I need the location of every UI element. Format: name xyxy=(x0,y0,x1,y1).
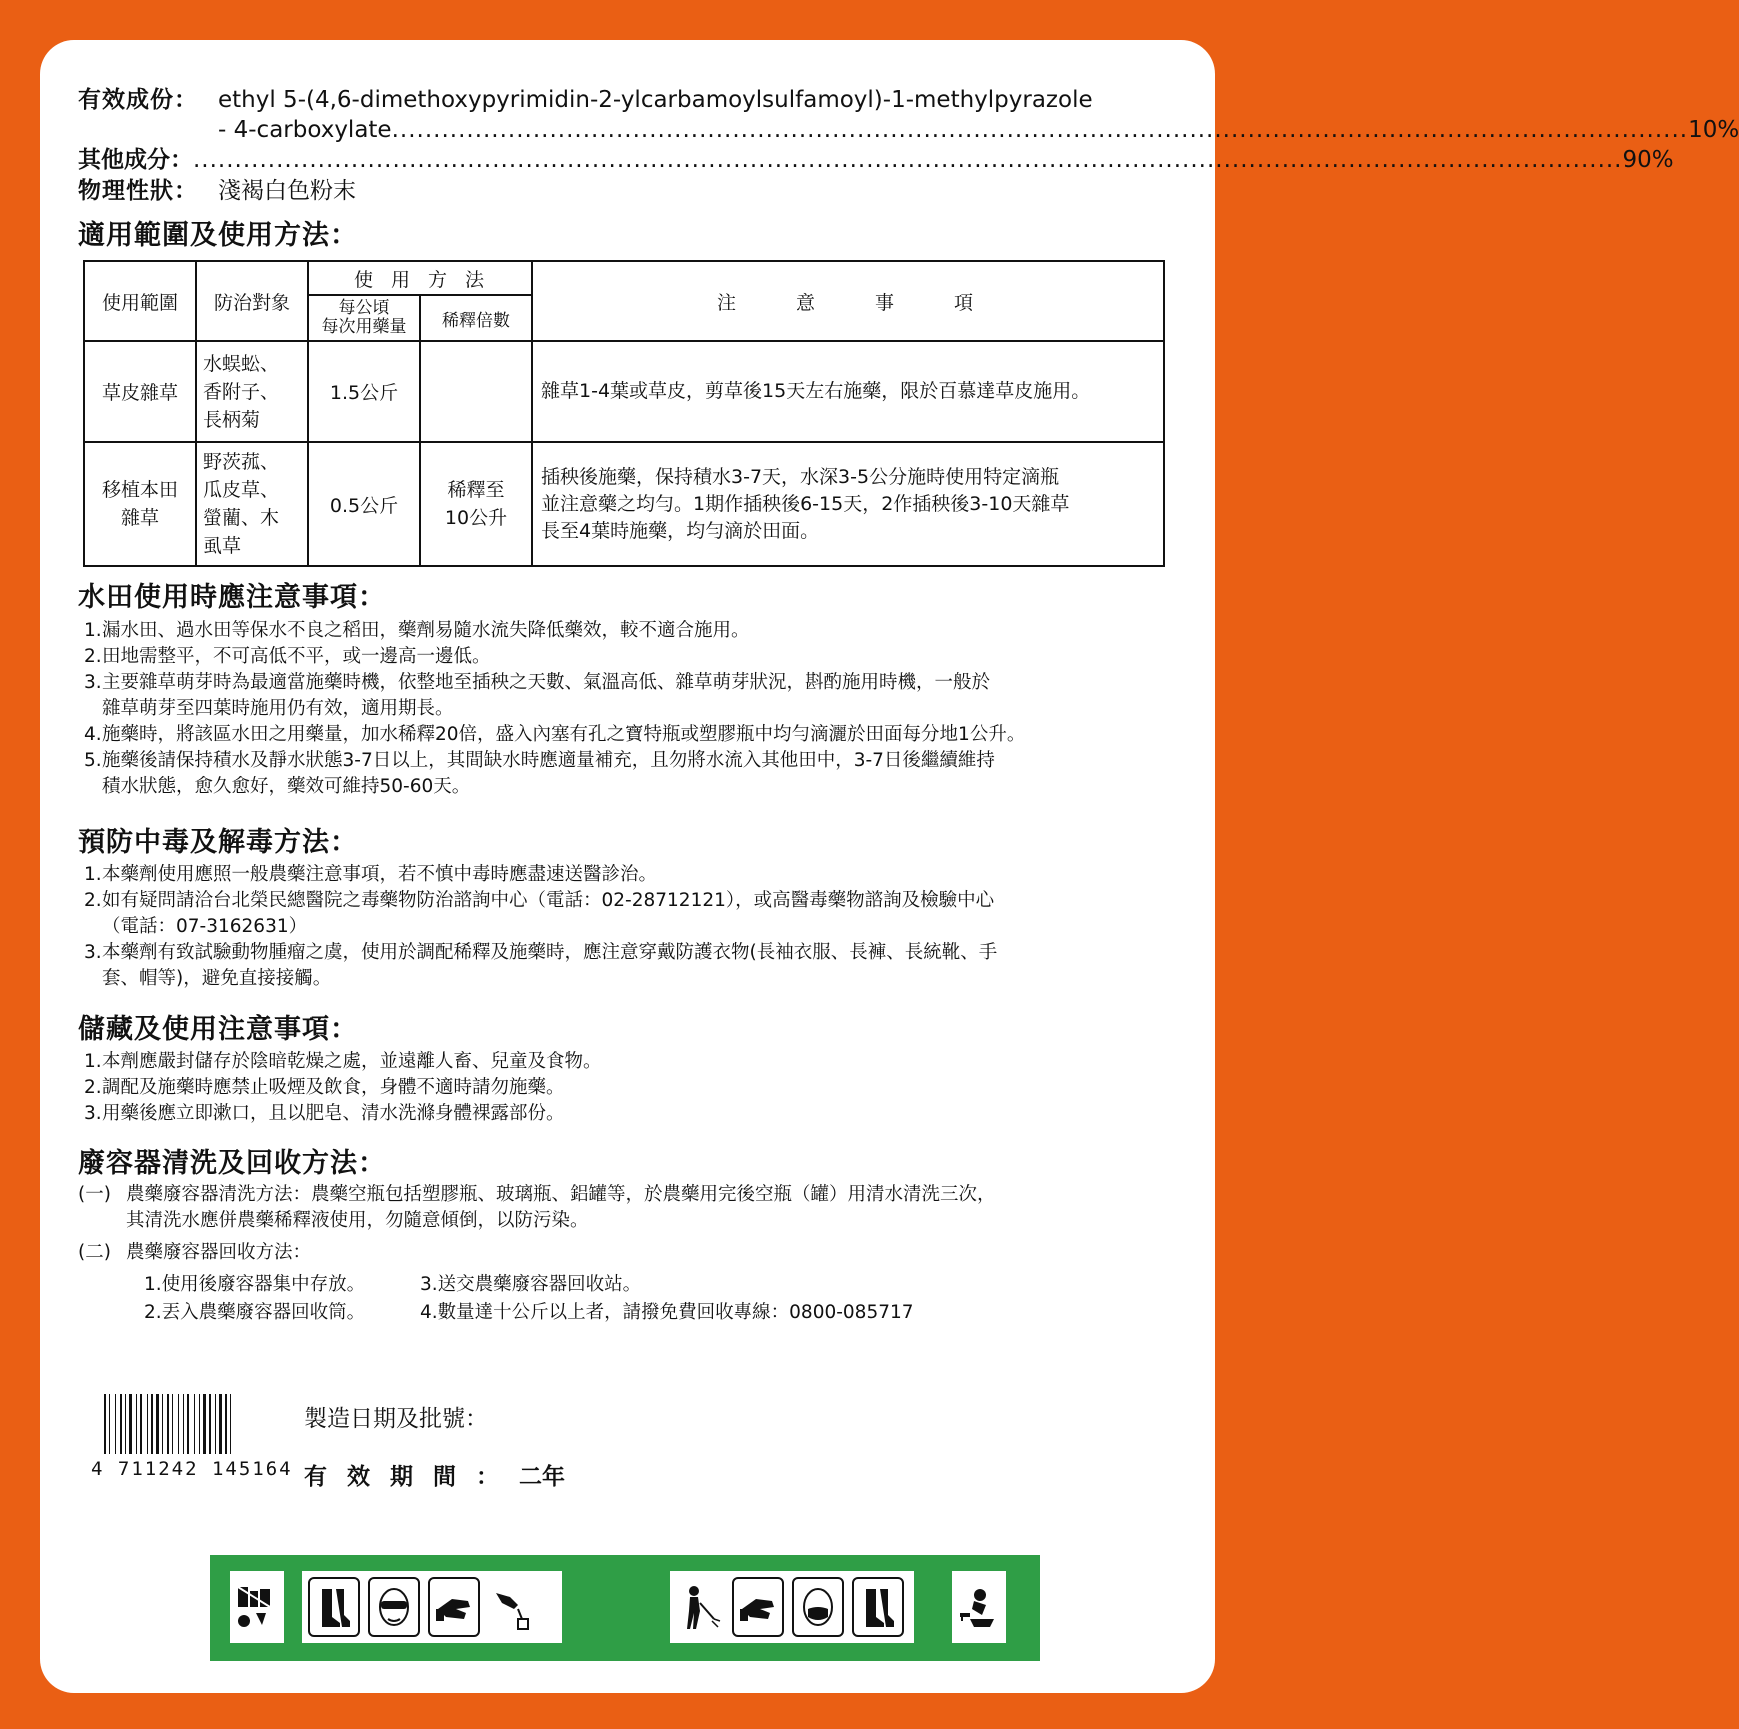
storage-heading: 儲藏及使用注意事項： xyxy=(78,1014,358,1045)
barcode-bar xyxy=(232,1394,234,1454)
barcode-bar xyxy=(194,1394,195,1454)
validity-label: 有效期間： xyxy=(304,1464,519,1490)
mask-icon xyxy=(792,1577,844,1637)
disposal-list xyxy=(78,1182,1178,1326)
barcode-bar xyxy=(138,1394,139,1454)
barcode-bar xyxy=(187,1394,189,1454)
row1-target: 水蜈蚣、 香附子、 長柄菊 xyxy=(196,341,308,442)
other-pct: 90% xyxy=(1622,147,1674,173)
list-item: 1. 本藥劑使用應照一般農藥注意事項，若不慎中毒時應盡速送醫診治。 xyxy=(84,864,658,885)
barcode-bar xyxy=(154,1394,155,1454)
sprayer-icon xyxy=(676,1579,724,1635)
barcode-bar xyxy=(225,1394,227,1454)
barcode-bar xyxy=(228,1394,229,1454)
pictogram-wash xyxy=(952,1571,1006,1643)
paddy-list xyxy=(84,618,1184,800)
validity-value: 二年 xyxy=(519,1464,565,1490)
row2-dilution: 稀釋至 10公升 xyxy=(420,442,532,566)
barcode-bar xyxy=(219,1394,222,1454)
barcode-bar xyxy=(162,1394,163,1454)
list-item: 1. 本劑應嚴封儲存於陰暗乾燥之處，並遠離人畜、兒童及食物。 xyxy=(84,1051,602,1072)
pictogram-group-right xyxy=(670,1571,914,1643)
barcode-bar xyxy=(190,1394,193,1454)
wash-icon xyxy=(952,1579,1000,1635)
usage-table xyxy=(83,260,1165,567)
barcode-bar xyxy=(125,1394,126,1454)
storage-list xyxy=(84,1049,1184,1127)
row2-notes: 插秧後施藥，保持積水3-7天，水深3-5公分施時使用特定滴瓶 並注意藥之均勻。1期作插秧後6-15天，2作插秧後3-10天雜草 長至4葉時施藥，均勻滴於田面。 xyxy=(532,442,1164,566)
barcode-bar xyxy=(140,1394,142,1454)
barcode-bar xyxy=(215,1394,216,1454)
table-row xyxy=(84,442,1164,566)
list-item: 1. 漏水田、過水田等保水不良之稻田，藥劑易隨水流失降低藥效，較不適合施用。 xyxy=(84,620,750,641)
barcode-bar xyxy=(123,1394,124,1454)
barcode-bar xyxy=(115,1394,116,1454)
header-notes: 注意事項 xyxy=(532,261,1164,341)
barcode-bar xyxy=(129,1394,132,1454)
list-item: 2. 田地需整平，不可高低不平，或一邊高一邊低。 xyxy=(84,646,491,667)
barcode-bar xyxy=(170,1394,171,1454)
poison-list xyxy=(84,862,1184,992)
barcode-bar xyxy=(199,1394,200,1454)
barcode-bar xyxy=(201,1394,202,1454)
list-item: 4. 施藥時，將該區水田之用藥量，加水稀釋20倍，盛入內塞有孔之寶特瓶或塑膠瓶中均勻滴灑於田面每分地1公升。 xyxy=(84,724,1026,745)
physical-label: 物理性狀： xyxy=(78,178,198,204)
list-item: 3. 用藥後應立即漱口，且以肥皂、清水洗滌身體裸露部份。 xyxy=(84,1103,565,1124)
barcode-bar xyxy=(117,1394,119,1454)
barcode-bar xyxy=(149,1394,150,1454)
row1-notes: 雜草1-4葉或草皮，剪草後15天左右施藥，限於百慕達草皮施用。 xyxy=(532,341,1164,442)
paddy-heading: 水田使用時應注意事項： xyxy=(78,582,386,613)
barcode-bar xyxy=(120,1394,122,1454)
list-item: (一) 農藥廢容器清洗方法：農藥空瓶包括塑膠瓶、玻璃瓶、鋁罐等，於農藥用完後空瓶（罐）用清水清洗三次， 其清洗水應併農藥稀釋液使用，勿隨意傾倒，以防污染。 xyxy=(78,1184,996,1231)
barcode-bar xyxy=(180,1394,182,1454)
row2-scope: 移植本田 雜草 xyxy=(84,442,196,566)
barcode-bar xyxy=(167,1394,169,1454)
pictogram-bar xyxy=(210,1555,1040,1661)
disposal-heading: 廢容器清洗及回收方法： xyxy=(78,1148,386,1179)
physical-row xyxy=(78,177,356,206)
active-pct: 10% xyxy=(1688,117,1739,143)
barcode-bar xyxy=(178,1394,179,1454)
header-scope: 使用範圍 xyxy=(84,261,196,341)
other-ingredient-row: 其他成分： ............................................................................................................................................................................ 90% xyxy=(78,147,1674,173)
validity-row xyxy=(304,1458,565,1491)
active-label: 有效成份： xyxy=(78,87,198,113)
barcode-bar xyxy=(127,1394,128,1454)
barcode-bar xyxy=(217,1394,218,1454)
storage-icon xyxy=(230,1579,278,1635)
barcode-bar xyxy=(172,1394,173,1454)
barcode-bar xyxy=(212,1394,214,1454)
row1-dose: 1.5公斤 xyxy=(308,341,420,442)
usage-heading: 適用範圍及使用方法： xyxy=(78,220,358,251)
pictogram-storage xyxy=(230,1571,284,1643)
barcode-number: 4 711242 145164 xyxy=(91,1458,293,1480)
list-item: 3. 本藥劑有致試驗動物腫瘤之虞，使用於調配稀釋及施藥時，應注意穿戴防護衣物(長袖衣服、長褲、長統靴、手 套、帽等)，避免直接接觸。 xyxy=(84,942,998,989)
barcode-bar xyxy=(230,1394,231,1454)
barcode-bar xyxy=(104,1394,106,1454)
list-item: 2. 如有疑問請洽台北榮民總醫院之毒藥物防治諮詢中心（電話：02-28712121），或高醫毒藥物諮詢及檢驗中心 （電話：07-3162631） xyxy=(84,890,995,937)
poison-heading: 預防中毒及解毒方法： xyxy=(78,827,358,858)
header-dose: 每公頃 每次用藥量 xyxy=(308,295,420,341)
barcode-bar xyxy=(160,1394,161,1454)
barcode-bar xyxy=(185,1394,186,1454)
barcode-bar xyxy=(109,1394,110,1454)
list-item: 3. 主要雜草萌芽時為最適當施藥時機，依整地至插秧之天數、氣溫高低、雜草萌芽狀況，斟酌施用時機，一般於 雜草萌芽至四葉時施用仍有效，適用期長。 xyxy=(84,672,991,719)
barcode-bar xyxy=(223,1394,224,1454)
barcode-bar xyxy=(151,1394,153,1454)
barcode-bar xyxy=(203,1394,206,1454)
other-label: 其他成分： xyxy=(78,147,193,173)
disposal-sublist: 1.使用後廢容器集中存放。 3.送交農藥廢容器回收站。 2.丟入農藥廢容器回收筒。 4.數量達十公斤以上者，請撥免費回收專線：0800-085717 xyxy=(144,1274,914,1323)
barcode xyxy=(104,1394,270,1454)
barcode-bar xyxy=(183,1394,184,1454)
boots-icon xyxy=(852,1577,904,1637)
barcode-bar xyxy=(143,1394,146,1454)
active-ingredient-row xyxy=(78,86,1093,115)
header-method: 使用方法 xyxy=(308,261,532,295)
row2-target: 野茨菰、 瓜皮草、 螢藺、木 虱草 xyxy=(196,442,308,566)
barcode-bar xyxy=(136,1394,137,1454)
active-ingredient-name: ethyl 5-(4,6-dimethoxypyrimidin-2-ylcarbamoylsulfamoyl)-1-methylpyrazole xyxy=(218,87,1093,113)
gloves-icon xyxy=(732,1577,784,1637)
header-target: 防治對象 xyxy=(196,261,308,341)
barcode-bar xyxy=(147,1394,148,1454)
barcode-bar xyxy=(133,1394,135,1454)
mfg-label: 製造日期及批號： xyxy=(304,1406,488,1432)
row2-dose: 0.5公斤 xyxy=(308,442,420,566)
active-ingredient-name-cont: - 4-carboxylate xyxy=(218,117,392,143)
physical-value: 淺褐白色粉末 xyxy=(218,178,356,204)
pictogram-group-left xyxy=(302,1571,562,1643)
active-ingredient-line2: - 4-carboxylate ............................................................................................................................................................ 10% xyxy=(218,117,1739,143)
barcode-bar xyxy=(209,1394,211,1454)
boots-icon xyxy=(308,1577,360,1637)
barcode-bar xyxy=(111,1394,114,1454)
barcode-bar xyxy=(156,1394,159,1454)
barcode-bar xyxy=(164,1394,166,1454)
table-row xyxy=(84,341,1164,442)
list-item: (二) 農藥廢容器回收方法： xyxy=(78,1242,312,1263)
barcode-bar xyxy=(107,1394,108,1454)
list-item: 5. 施藥後請保持積水及靜水狀態3-7日以上，其間缺水時應適量補充，且勿將水流入其他田中，3-7日後繼續維持 積水狀態，愈久愈好，藥效可維持50-60天。 xyxy=(84,750,995,797)
row1-dilution xyxy=(420,341,532,442)
row1-scope: 草皮雜草 xyxy=(84,341,196,442)
header-dilution: 稀釋倍數 xyxy=(420,295,532,341)
barcode-bar xyxy=(207,1394,208,1454)
goggles-icon xyxy=(368,1577,420,1637)
barcode-bar xyxy=(196,1394,198,1454)
gloves-icon xyxy=(428,1577,480,1637)
pour-icon xyxy=(488,1579,536,1635)
list-item: 2. 調配及施藥時應禁止吸煙及飲食，身體不適時請勿施藥。 xyxy=(84,1077,565,1098)
barcode-bar xyxy=(174,1394,177,1454)
